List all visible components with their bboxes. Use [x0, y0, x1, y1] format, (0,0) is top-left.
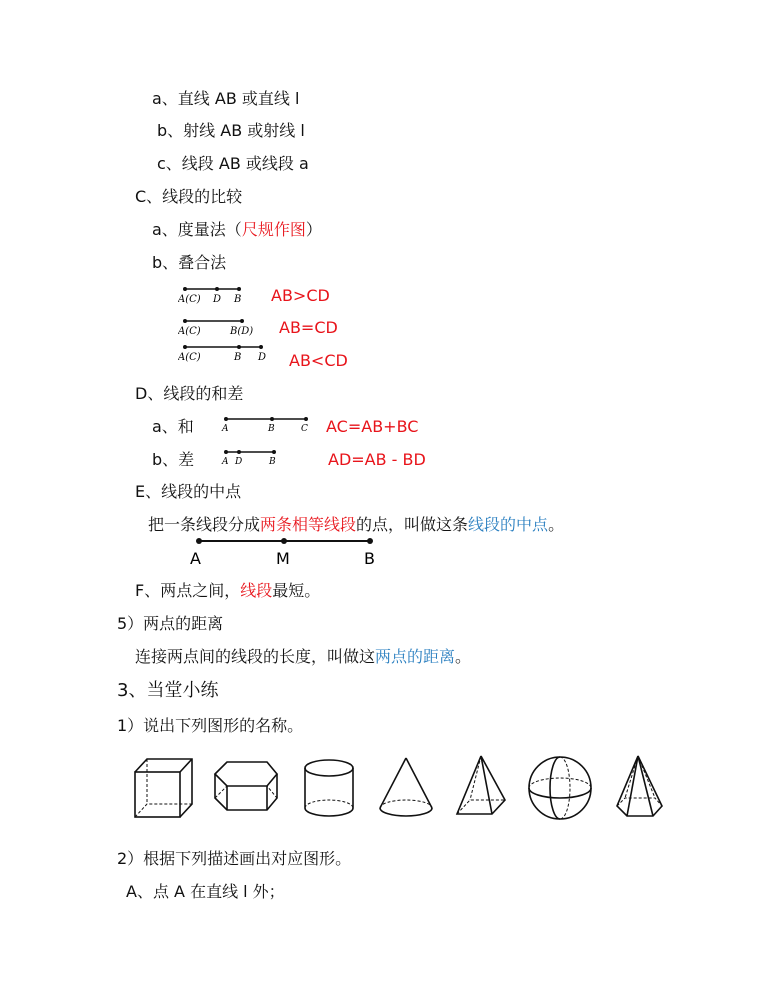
point-label: B(D): [230, 326, 254, 337]
point-label: A(C): [178, 326, 201, 337]
point-label: B: [268, 424, 275, 434]
point-label: B: [234, 294, 242, 305]
sum-formula: AC=AB+BC: [326, 417, 419, 436]
distance-definition: [135, 647, 471, 667]
question-1: 1）说出下列图形的名称。: [117, 716, 304, 735]
relation-gt: AB>CD: [271, 286, 330, 305]
diff-formula: AD=AB - BD: [328, 450, 426, 469]
diff-diagram: [220, 447, 290, 469]
measure-suffix: ）: [305, 220, 322, 239]
question-2: 2）根据下列描述画出对应图形。: [117, 849, 352, 868]
mid-text-2: 的点，叫做这条: [356, 515, 469, 534]
hexagonal-pyramid-figure: [617, 756, 662, 816]
sphere-figure: [529, 757, 591, 819]
dist-text-blue: 两点的距离: [375, 647, 456, 666]
point-label: B: [364, 549, 375, 568]
cube-figure: [135, 759, 192, 817]
measure-prefix: a、度量法（: [152, 220, 242, 239]
compare-diagram-1: [178, 284, 268, 306]
f-prefix: F、两点之间，: [135, 581, 241, 600]
dist-text-1: 连接两点间的线段的长度，叫做这: [135, 647, 376, 666]
point-label: D: [213, 294, 222, 305]
compare-diagram-3: [178, 343, 273, 365]
sum-label: a、和: [152, 417, 194, 436]
question-2a: A、点 A 在直线 l 外；: [126, 882, 285, 901]
f-red: 线段: [240, 581, 273, 600]
point-label: B: [234, 352, 242, 363]
midpoint-diagram: [185, 535, 385, 569]
point-label: A: [222, 424, 229, 434]
distance-title: 5）两点的距离: [117, 614, 224, 633]
point-label: C: [301, 424, 308, 434]
mid-text-red: 两条相等线段: [260, 515, 357, 534]
mid-text-1: 把一条线段分成: [148, 515, 261, 534]
line-def-item: a、直线 AB 或直线 l: [152, 89, 300, 108]
sum-diagram: [220, 414, 315, 436]
relation-eq: AB=CD: [279, 318, 338, 337]
measure-red: 尺规作图: [241, 220, 306, 239]
mid-text-3: 。: [548, 515, 565, 534]
overlap-method: b、叠合法: [152, 253, 227, 272]
ray-def-item: b、射线 AB 或射线 l: [157, 121, 305, 140]
measure-method: [152, 220, 322, 240]
segment-def-item: c、线段 AB 或线段 a: [157, 154, 309, 173]
cylinder-figure: [305, 760, 353, 816]
mid-text-blue: 线段的中点: [468, 515, 549, 534]
point-label: A(C): [178, 294, 201, 305]
solids-row: [125, 752, 670, 824]
cone-figure: [380, 758, 432, 816]
diff-label: b、差: [152, 450, 195, 469]
section-e-title: E、线段的中点: [135, 482, 242, 501]
dist-text-2: 。: [455, 647, 472, 666]
f-suffix: 最短。: [272, 581, 321, 600]
point-label: B: [269, 457, 276, 467]
hexagonal-prism-figure: [215, 762, 277, 810]
section-f: [135, 581, 320, 601]
point-label: D: [258, 352, 267, 363]
section-c-title: C、线段的比较: [135, 187, 243, 206]
point-label: A: [222, 457, 229, 467]
practice-title: 3、当堂小练: [117, 680, 219, 701]
point-label: A(C): [178, 352, 201, 363]
point-label: D: [235, 457, 243, 467]
relation-lt: AB<CD: [289, 351, 348, 370]
point-label: A: [190, 549, 201, 568]
square-pyramid-figure: [457, 756, 505, 814]
compare-diagram-2: [178, 316, 268, 338]
point-label: M: [276, 549, 290, 568]
section-d-title: D、线段的和差: [135, 384, 244, 403]
midpoint-definition: [148, 515, 564, 535]
